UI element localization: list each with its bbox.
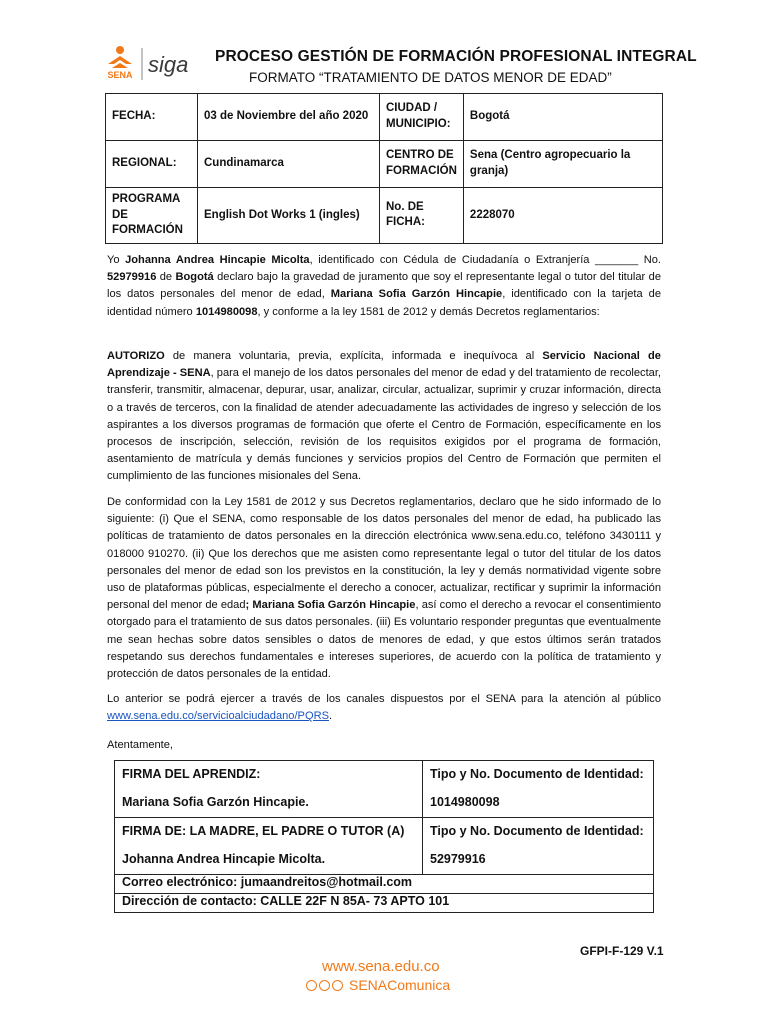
channels-paragraph: Lo anterior se podrá ejercer a través de los canales dispuestos por el SENA para la atención al público www.sena.edu.co/servicioalciudadano/PQRS. xyxy=(107,693,661,723)
guardian-name: Johanna Andrea Hincapie Micolta xyxy=(125,254,310,266)
table-row xyxy=(106,94,663,141)
guardian-signature-name: Johanna Andrea Hincapie Micolta. xyxy=(122,852,326,866)
info-table xyxy=(105,93,663,244)
signature-table xyxy=(114,760,654,913)
rights-paragraph: De conformidad con la Ley 1581 de 2012 y sus Decretos reglamentarios, declaro que he sido informado de lo siguiente: (i) Que el SENA, como responsable de los datos personales del menor de edad, ha publicado las políticas de tratamiento de datos personales en la dirección electrónica www.sena.edu.co, teléfono 3430111 y 018000 910270. (ii) Que los derechos que me asisten como representante legal o tutor del titular de los datos personales del menor de edad son los previstos en la constitución, la ley y demás normatividad vigente sobre uso de plataformas públicas, especialmente el derecho a conocer, actualizar, rectificar y suprimir la información personal del menor de edad; Mariana Sofia Garzón Hincapie, así como el derecho a revocar el consentimiento otorgado para el tratamiento de sus datos personales. (iii) Es voluntario responder preguntas que eventualmente me sean hechas sobre datos sensibles o datos de menores de edad, y que estos últimos serán tratados respetando sus derechos fundamentales e intereses superiores, de acuerdo con la política de tratamiento y protección de datos personales de la entidad. xyxy=(107,496,661,681)
program-label: PROGRAMA DE FORMACIÓN xyxy=(106,188,198,244)
minor-name: Mariana Sofia Garzón Hincapie xyxy=(330,288,503,301)
document-title: PROCESO GESTIÓN DE FORMACIÓN PROFESIONAL INTEGRAL xyxy=(215,48,697,65)
declaration-paragraph: Yo Johanna Andrea Hincapie Micolta, identificado con Cédula de Ciudadanía o Extranjería _______ No. 52979916 de Bogotá declaro bajo la gravedad de juramento que soy el representante legal o tutor del titular de los datos personales del menor de edad, Mariana Sofia Garzón Hincapie, identificado con la tarjeta de identidad número 1014980098, y conforme a la ley 1581 de 2012 y demás Decretos reglamentarios: xyxy=(107,254,661,318)
apprentice-signature-label: FIRMA DEL APRENDIZ: xyxy=(122,767,261,781)
facebook-icon xyxy=(332,980,343,991)
regional-value: Cundinamarca xyxy=(198,141,380,188)
youtube-icon xyxy=(319,980,330,991)
document-type-label: Tipo y No. Documento de Identidad: xyxy=(430,824,644,838)
pqrs-link[interactable]: www.sena.edu.co/servicioalciudadano/PQRS xyxy=(107,710,329,723)
sena-siga-logo xyxy=(104,44,200,84)
guardian-signature-cell xyxy=(115,818,423,875)
form-code: GFPI-F-129 V.1 xyxy=(580,944,664,958)
table-row xyxy=(106,188,663,244)
apprentice-document-value: 1014980098 xyxy=(430,795,500,809)
table-row xyxy=(106,141,663,188)
apprentice-signature-cell xyxy=(115,761,423,818)
footer-social xyxy=(306,977,450,993)
sena-logo-text: SENA xyxy=(107,70,133,80)
siga-logo-text: siga xyxy=(148,52,189,77)
ficha-label: No. DE FICHA: xyxy=(380,188,464,244)
date-label: FECHA: xyxy=(106,94,198,141)
guardian-document: 52979916 xyxy=(107,271,157,284)
program-value: English Dot Works 1 (ingles) xyxy=(198,188,380,244)
regional-label: REGIONAL: xyxy=(106,141,198,188)
address-cell: Dirección de contacto: CALLE 22F N 85A- 73 APTO 101 xyxy=(115,894,654,913)
table-row xyxy=(115,818,654,875)
twitter-icon xyxy=(306,980,317,991)
date-value: 03 de Noviembre del año 2020 xyxy=(198,94,380,141)
email-cell: Correo electrónico: jumaandreitos@hotmail.com xyxy=(115,875,654,894)
authorization-paragraph: AUTORIZO de manera voluntaria, previa, explícita, informada e inequívoca al Servicio Nacional de Aprendizaje - SENA, para el manejo de los datos personales del menor de edad y del tratamiento de recolectar, transferir, transmitir, almacenar, depurar, usar, analizar, circular, actualizar, suprimir y cruzar información, directa o a través de terceros, con la finalidad de atender adecuadamente las actividades de ingreso y selección de los aspirantes a los diversos programas de formación que oferte el Centro de Formación, específicamente en los procesos de inscripción, selección, revisión de los requisitos exigidos por el programa de formación, asentamiento de matrícula y demás funciones y servicios propios del Centro de Formación que permiten el cumplimiento de las funciones misionales del Sena. xyxy=(107,350,662,483)
minor-document: 1014980098 xyxy=(195,305,258,318)
document-subtitle: FORMATO “TRATAMIENTO DE DATOS MENOR DE EDAD” xyxy=(249,70,612,85)
footer-url[interactable]: www.sena.edu.co xyxy=(322,958,440,975)
guardian-document-value: 52979916 xyxy=(430,852,486,866)
center-value: Sena (Centro agropecuario la granja) xyxy=(463,141,662,188)
guardian-document-cell xyxy=(423,818,654,875)
social-icons xyxy=(306,980,343,991)
city-label: CIUDAD / MUNICIPIO: xyxy=(380,94,464,141)
guardian-city: Bogotá xyxy=(175,271,214,284)
guardian-signature-label: FIRMA DE: LA MADRE, EL PADRE O TUTOR (A) xyxy=(122,824,405,838)
document-type-label: Tipo y No. Documento de Identidad: xyxy=(430,767,644,781)
apprentice-name: Mariana Sofia Garzón Hincapie. xyxy=(122,795,309,809)
table-row xyxy=(115,761,654,818)
ficha-value: 2228070 xyxy=(463,188,662,244)
city-value: Bogotá xyxy=(463,94,662,141)
apprentice-document-cell xyxy=(423,761,654,818)
table-row xyxy=(115,894,654,913)
table-row xyxy=(115,875,654,894)
social-handle: SENAComunica xyxy=(349,977,451,993)
center-label: CENTRO DE FORMACIÓN xyxy=(380,141,464,188)
closing-text: Atentamente, xyxy=(107,739,173,751)
